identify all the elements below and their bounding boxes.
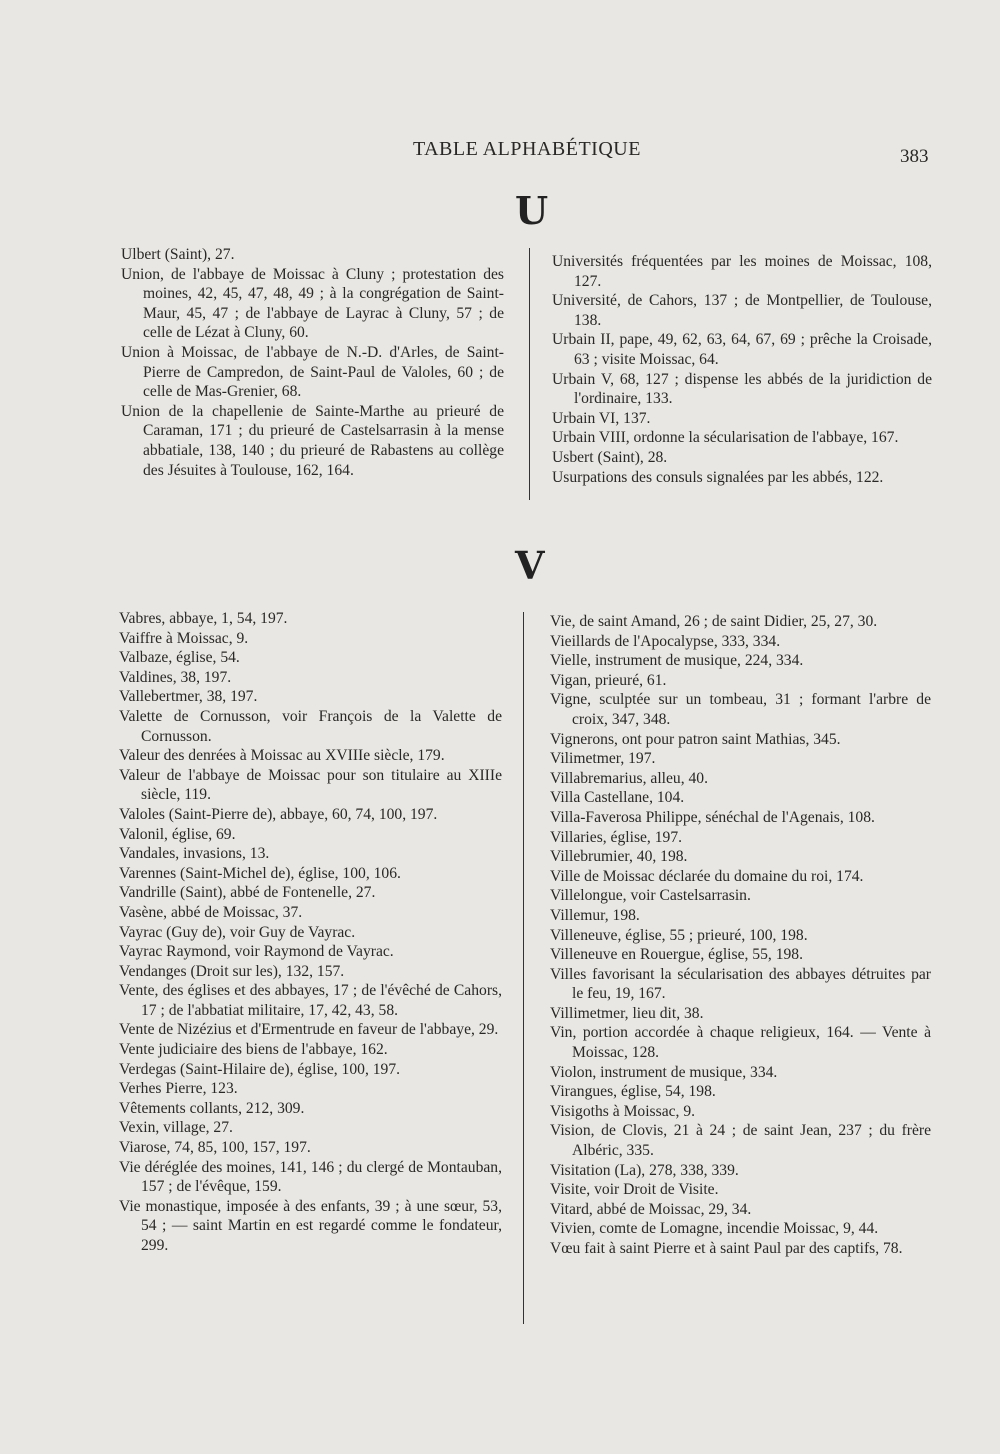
index-entry: Vandales, invasions, 13. [119,845,270,863]
index-entry: Valbaze, église, 54. [119,649,240,667]
index-entry: Vayrac (Guy de), voir Guy de Vayrac. [119,923,356,941]
index-entry: Urbain VI, 137. [552,409,651,427]
index-entry: Vin, portion accordée à chaque religieux, 164. — Vente à Moissac, 128. [550,1024,931,1062]
index-entry: Vieillards de l'Apocalypse, 333, 334. [550,632,781,650]
index-entry: Villelongue, voir Castelsarrasin. [550,887,751,905]
section-letter-v: V [515,543,545,588]
index-column-u-right [552,252,932,487]
index-entry: Vision, de Clovis, 21 à 24 ; de saint Jean, 237 ; du frère Albéric, 335. [550,1122,931,1160]
index-entry: Valoles (Saint-Pierre de), abbaye, 60, 74, 100, 197. [119,805,438,823]
index-entry: Vente judiciaire des biens de l'abbaye, 162. [119,1041,388,1059]
index-entry: Vayrac Raymond, voir Raymond de Vayrac. [119,943,394,961]
index-entry: Valette de Cornusson, voir François de la Valette de Cornusson. [119,707,502,745]
index-entry: Vallebertmer, 38, 197. [119,688,258,706]
index-entry: Villimetmer, lieu dit, 38. [550,1004,704,1022]
index-entry: Union, de l'abbaye de Moissac à Cluny ; protestation des moines, 42, 45, 47, 48, 49 ; à la congrégation de Saint-Maur, 45, 47 ; de l'abbaye de Layrac à Cluny, 57 ; de celle de Lézat à Cluny, 60. [121,265,504,342]
index-entry: Vie, de saint Amand, 26 ; de saint Didier, 25, 27, 30. [550,613,878,630]
column-divider [529,248,530,500]
index-column-v-right [550,612,931,1259]
index-entry: Valeur de l'abbaye de Moissac pour son titulaire au XIIIe siècle, 119. [119,766,502,804]
index-entry: Verhes Pierre, 123. [119,1080,238,1098]
index-entry: Visigoths à Moissac, 9. [550,1102,696,1120]
column-divider [523,612,524,1324]
index-entry: Virangues, église, 54, 198. [550,1083,716,1101]
index-entry: Villeneuve, église, 55 ; prieuré, 100, 198. [550,926,808,944]
index-entry: Villabremarius, alleu, 40. [550,769,708,787]
index-entry: Vie déréglée des moines, 141, 146 ; du clergé de Montauban, 157 ; de l'évêque, 159. [119,1158,502,1196]
index-entry: Vigne, sculptée sur un tombeau, 31 ; formant l'arbre de croix, 347, 348. [550,691,931,728]
index-entry: Varennes (Saint-Michel de), église, 100, 106. [119,864,401,882]
index-entry: Urbain II, pape, 49, 62, 63, 64, 67, 69 ; prêche la Croisade, 63 ; visite Moissac, 64. [552,331,932,368]
index-entry: Vêtements collants, 212, 309. [119,1099,305,1117]
page-number: 383 [900,146,929,167]
running-title: TABLE ALPHABÉTIQUE [413,138,641,160]
index-entry: Vasène, abbé de Moissac, 37. [119,903,303,921]
index-entry: Vente de Nizézius et d'Ermentrude en faveur de l'abbaye, 29. [119,1021,499,1039]
index-entry: Vielle, instrument de musique, 224, 334. [550,652,804,670]
index-entry: Urbain VIII, ordonne la sécularisation de l'abbaye, 167. [552,429,899,447]
index-entry: Urbain V, 68, 127 ; dispense les abbés de la juridiction de l'ordinaire, 133. [552,370,932,408]
index-entry: Vitard, abbé de Moissac, 29, 34. [550,1200,752,1218]
index-entry: Villa Castellane, 104. [550,789,685,807]
index-entry: Union à Moissac, de l'abbaye de N.-D. d'Arles, de Saint-Pierre de Campredon, de Saint-Paul de Valoles, 60 ; de celle de Mas-Grenier, 68. [121,343,504,401]
index-entry: Vigan, prieuré, 61. [550,671,667,689]
section-letter-u: U [515,188,549,233]
index-entry: Vexin, village, 27. [119,1119,233,1137]
index-entry: Verdegas (Saint-Hilaire de), église, 100, 197. [119,1060,401,1078]
index-entry: Valdines, 38, 197. [119,668,232,686]
index-entry: Vendanges (Droit sur les), 132, 157. [119,962,345,980]
index-entry: Viarose, 74, 85, 100, 157, 197. [119,1139,311,1157]
index-entry: Universités fréquentées par les moines de Moissac, 108, 127. [552,253,932,290]
index-entry: Visitation (La), 278, 338, 339. [550,1161,739,1179]
index-entry: Villebrumier, 40, 198. [550,848,688,866]
index-entry: Villeneuve en Rouergue, église, 55, 198. [550,946,803,964]
index-entry: Vivien, comte de Lomagne, incendie Moissac, 9, 44. [550,1220,879,1238]
index-entry: Villemur, 198. [550,906,640,924]
index-entry: Ville de Moissac déclarée du domaine du roi, 174. [550,867,864,885]
index-entry: Vente, des églises et des abbayes, 17 ; de l'évêché de Cahors, 17 ; de l'abbatiat militaire, 17, 42, 43, 58. [119,982,502,1019]
index-entry: Valonil, église, 69. [119,825,236,843]
index-entry: Villa-Faverosa Philippe, sénéchal de l'Agenais, 108. [550,808,875,826]
index-entry: Villes favorisant la sécularisation des abbayes détruites par le feu, 19, 167. [550,965,931,1003]
index-entry: Vandrille (Saint), abbé de Fontenelle, 27. [119,884,376,902]
index-entry: Union de la chapellenie de Sainte-Marthe au prieuré de Caraman, 171 ; du prieuré de Castelsarrasin à la mense abbatiale, 138, 140 ; du prieuré de Rabastens au collège des Jésuites à Toulouse, 162, 164. [121,402,504,479]
index-entry: Violon, instrument de musique, 334. [550,1063,778,1081]
index-entry: Valeur des denrées à Moissac au XVIIIe siècle, 179. [119,747,445,765]
index-entry: Vie monastique, imposée à des enfants, 39 ; à une sœur, 53, 54 ; — saint Martin en est regardé comme le fondateur, 299. [119,1197,502,1254]
index-entry: Usbert (Saint), 28. [552,448,668,466]
index-entry: Usurpations des consuls signalées par les abbés, 122. [552,468,884,486]
index-entry: Visite, voir Droit de Visite. [550,1181,719,1199]
index-column-v-left [119,609,502,1256]
index-entry: Vœu fait à saint Pierre et à saint Paul par des captifs, 78. [550,1240,903,1257]
index-entry: Vaiffre à Moissac, 9. [119,629,249,647]
index-entry: Vilimetmer, 197. [550,750,656,768]
index-entry: Vabres, abbaye, 1, 54, 197. [119,610,288,627]
index-entry: Villaries, église, 197. [550,828,683,846]
index-entry: Université, de Cahors, 137 ; de Montpellier, de Toulouse, 138. [552,292,932,329]
index-entry: Vignerons, ont pour patron saint Mathias, 345. [550,730,841,748]
index-column-u-left [121,245,504,480]
index-entry: Ulbert (Saint), 27. [121,246,235,263]
page-header [0,138,1000,168]
